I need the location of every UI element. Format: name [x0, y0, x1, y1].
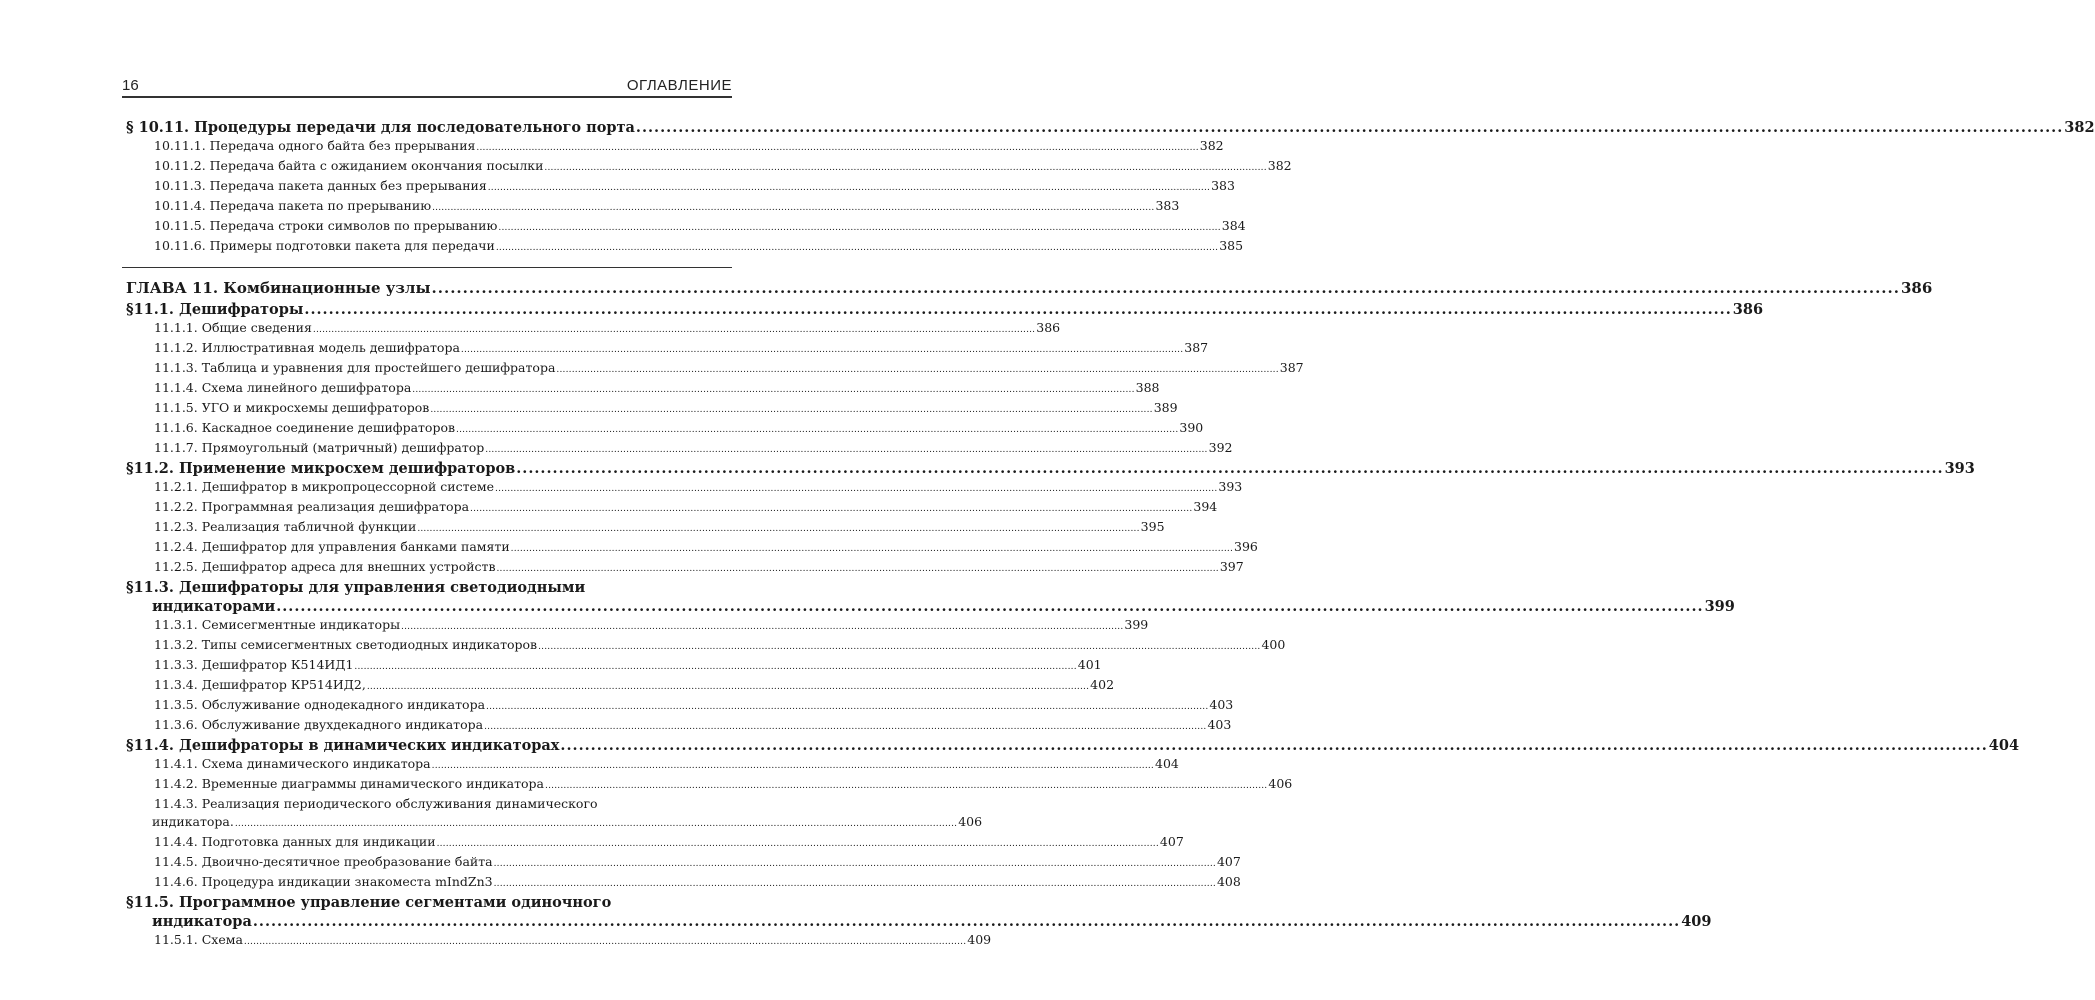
toc-section-11-4[interactable]: §11.4. Дешифраторы в динамических индикаторах ..... 404 [122, 736, 732, 755]
toc-subsection-item[interactable]: 11.2.1. Дешифратор в микропроцессорной системе ..... 393 [122, 478, 732, 498]
toc-subsection-item[interactable]: 11.1.4. Схема линейного дешифратора ..... 388 [122, 379, 732, 399]
toc-section-10-11[interactable]: § 10.11. Процедуры передачи для последовательного порта ..... 382 [122, 118, 732, 137]
toc-subsection-item[interactable]: 11.2.4. Дешифратор для управления банками памяти ..... 396 [122, 538, 732, 558]
toc-subsection-item[interactable]: 11.4.6. Процедура индикации знакоместа mIndZn3 ..... 408 [122, 873, 732, 893]
toc-section-11-1[interactable]: §11.1. Дешифраторы ..... 386 [122, 300, 732, 319]
running-title: ОГЛАВЛЕНИЕ [626, 77, 732, 94]
toc-subsection-item[interactable]: 11.3.6. Обслуживание двухдекадного индикатора ..... 403 [122, 716, 732, 736]
toc-subsection-item[interactable]: 10.11.5. Передача строки символов по прерыванию ..... 384 [122, 217, 732, 237]
toc-subsection-item[interactable]: 11.1.3. Таблица и уравнения для простейшего дешифратора ..... 387 [122, 359, 732, 379]
toc-subsection-item[interactable]: 11.2.2. Программная реализация дешифратора ..... 394 [122, 498, 732, 518]
toc-section-11-2[interactable]: §11.2. Применение микросхем дешифраторов ..... 393 [122, 459, 732, 478]
toc-subsection-item[interactable]: 11.2.3. Реализация табличной функции ..... 395 [122, 518, 732, 538]
toc-subsection-item[interactable]: 11.4.1. Схема динамического индикатора ..... 404 [122, 755, 732, 775]
toc-subsection-item[interactable]: 11.3.4. Дешифратор КР514ИД2, ..... 402 [122, 676, 732, 696]
toc-subsection-item[interactable]: 10.11.4. Передача пакета по прерыванию ..... 383 [122, 197, 732, 217]
toc-subsection-item[interactable]: 11.3.1. Семисегментные индикаторы ..... 399 [122, 616, 732, 636]
toc-subsection-item[interactable]: 10.11.6. Примеры подготовки пакета для передачи ..... 385 [122, 237, 732, 257]
toc-subsection-item[interactable]: 11.3.5. Обслуживание однодекадного индикатора ..... 403 [122, 696, 732, 716]
toc-section-11-3[interactable]: §11.3. Дешифраторы для управления светодиодными индикаторами ..... 399 [122, 578, 732, 616]
chapter-divider [122, 267, 732, 268]
toc-subsection-item[interactable]: 11.1.2. Иллюстративная модель дешифратора ..... 387 [122, 339, 732, 359]
toc-subsection-item[interactable]: 11.3.2. Типы семисегментных светодиодных индикаторов ..... 400 [122, 636, 732, 656]
toc-page [122, 72, 2095, 951]
toc-subsection-item[interactable]: 10.11.2. Передача байта с ожиданием окончания посылки ..... 382 [122, 157, 732, 177]
toc-section-title-line: §11.5. Программное управление сегментами одиночного [126, 894, 612, 911]
toc-subsection-item[interactable]: 11.4.4. Подготовка данных для индикации ..... 407 [122, 833, 732, 853]
toc-subsection-item[interactable]: 11.3.3. Дешифратор К514ИД1 ..... 401 [122, 656, 732, 676]
toc-subsection-item[interactable]: 10.11.1. Передача одного байта без прерывания ..... 382 [122, 137, 732, 157]
toc-subsection-item[interactable]: 11.4.2. Временные диаграммы динамического индикатора ..... 406 [122, 775, 732, 795]
toc-section-title-line: §11.3. Дешифраторы для управления светодиодными [126, 579, 586, 596]
table-of-contents [122, 118, 2095, 951]
toc-subsection-item[interactable]: 11.1.6. Каскадное соединение дешифраторов ..... 390 [122, 419, 732, 439]
running-head [122, 72, 732, 98]
page-number: 16 [122, 77, 139, 94]
toc-subsection-item[interactable]: 11.1.5. УГО и микросхемы дешифраторов ..... 389 [122, 399, 732, 419]
toc-subsection-11-4-3[interactable]: 11.4.3. Реализация периодического обслуживания динамического индикатора. ..... 406 [122, 795, 732, 833]
toc-subsection-item[interactable]: 11.1.1. Общие сведения ..... 386 [122, 319, 732, 339]
toc-chapter-11[interactable]: ГЛАВА 11. Комбинационные узлы ..... 386 [122, 278, 732, 298]
toc-subsection-item[interactable]: 10.11.3. Передача пакета данных без прерывания ..... 383 [122, 177, 732, 197]
toc-section-11-5[interactable]: §11.5. Программное управление сегментами одиночного индикатора ..... 409 [122, 893, 732, 931]
toc-subsection-item[interactable]: 11.5.1. Схема ..... 409 [122, 931, 732, 951]
toc-subsection-item[interactable]: 11.2.5. Дешифратор адреса для внешних устройств ..... 397 [122, 558, 732, 578]
toc-subsection-item[interactable]: 11.1.7. Прямоугольный (матричный) дешифратор ..... 392 [122, 439, 732, 459]
toc-subsection-item[interactable]: 11.4.5. Двоично-десятичное преобразование байта ..... 407 [122, 853, 732, 873]
